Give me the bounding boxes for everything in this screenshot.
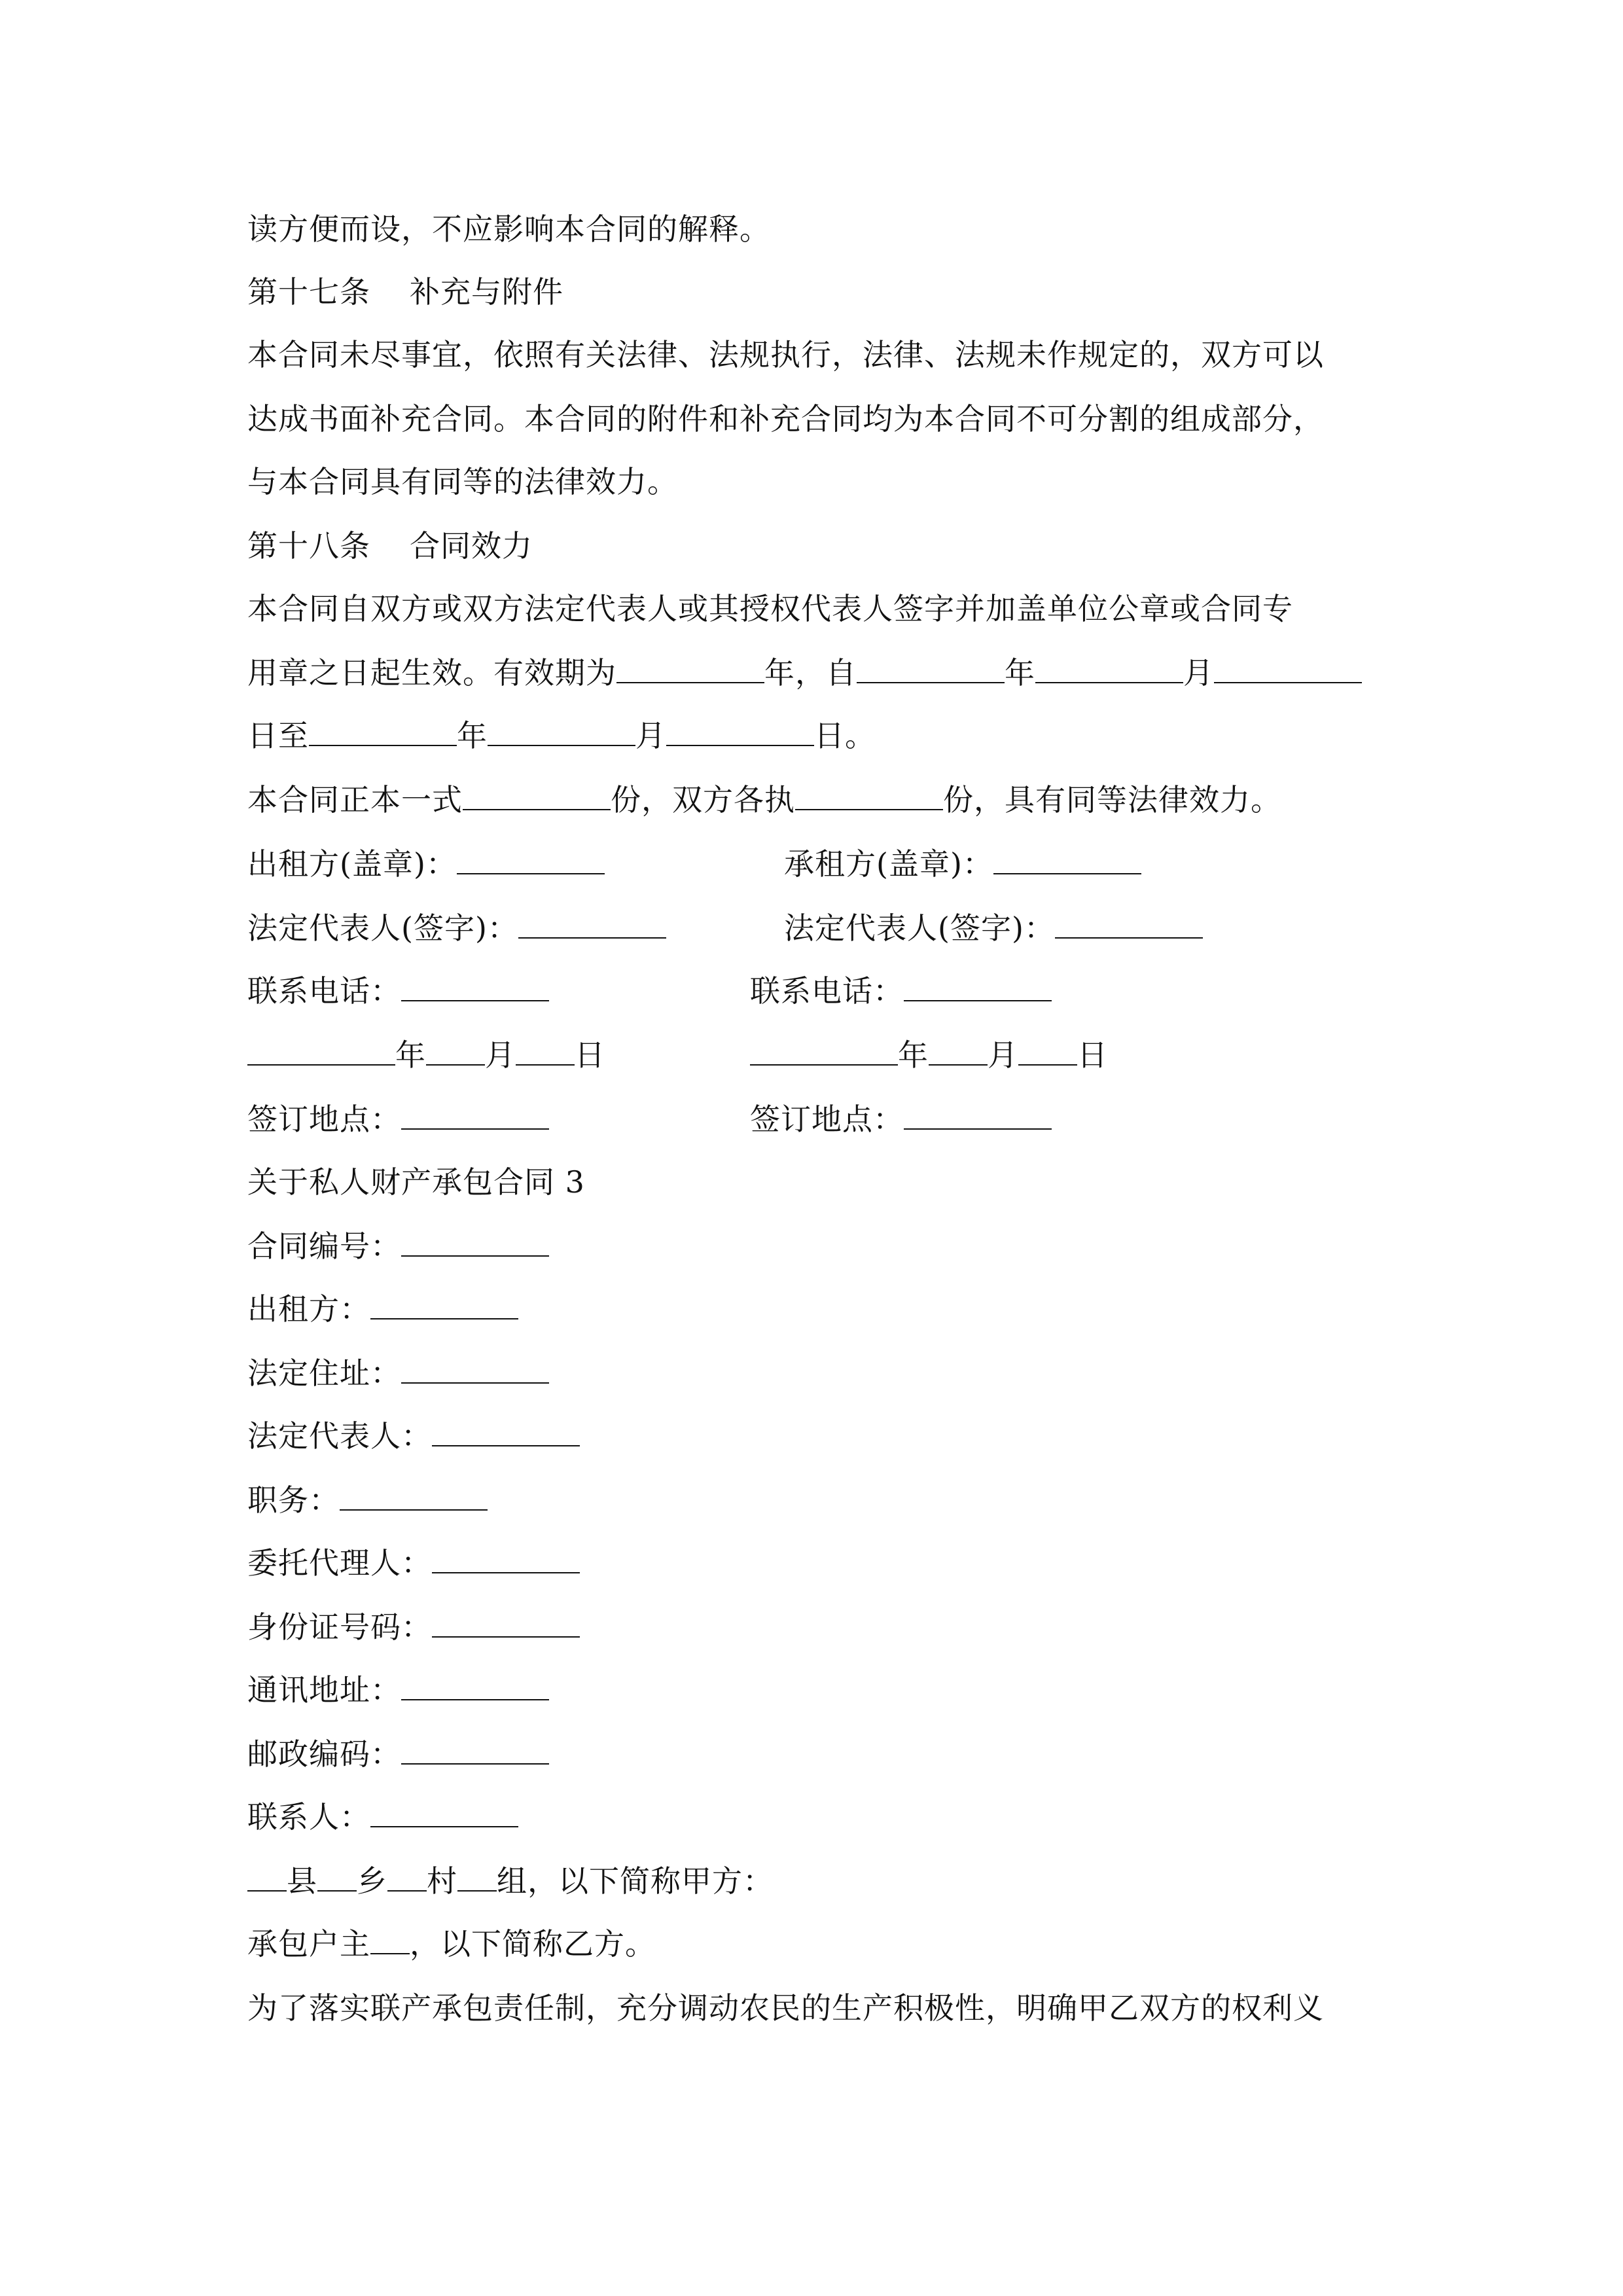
article-17-heading: 第十七条 补充与附件 [247,274,563,310]
blank-field[interactable] [340,1480,488,1511]
blank-field[interactable] [457,844,605,874]
blank-field[interactable] [401,1734,549,1765]
text-line: 本合同自双方或双方法定代表人或其授权代表人签字并加盖单位公章或合同专 [247,591,1293,626]
lessor-field: 出租方： [247,1289,518,1329]
contract-no-field: 合同编号： [247,1227,549,1266]
article-18-heading: 第十八条 合同效力 [247,528,533,564]
blank-field[interactable] [1035,653,1183,683]
agent-field: 委托代理人： [247,1543,580,1583]
blank-field[interactable] [750,1035,898,1066]
id-number-field: 身份证号码： [247,1607,580,1647]
text-line: 本合同未尽事宜，依照有关法律、法规执行，法律、法规未作规定的，双方可以 [247,337,1324,372]
blank-field[interactable] [929,1035,988,1066]
blank-field[interactable] [1018,1035,1077,1066]
blank-field[interactable] [904,971,1052,1001]
blank-field[interactable] [516,1035,575,1066]
date-left: 年 月 日 [247,1035,605,1075]
copies-line: 本合同正本一式 份，双方各执 份，具有同等法律效力。 [247,780,1281,819]
blank-field[interactable] [247,1035,395,1066]
phone-left: 联系电话： [247,971,549,1011]
blank-field[interactable] [432,1543,580,1573]
blank-field[interactable] [488,716,635,746]
validity-line: 用章之日起生效。有效期为 年，自 年 月 [247,653,1362,692]
blank-field[interactable] [317,1861,357,1892]
contact-field: 联系人： [247,1797,518,1837]
blank-field[interactable] [401,1670,549,1700]
legal-rep-sign-left: 法定代表人(签字)： [247,908,666,948]
blank-field[interactable] [795,780,943,810]
party-a-line: 县 乡 村 组，以下简称甲方： [247,1861,774,1901]
position-field: 职务： [247,1480,488,1520]
blank-field[interactable] [426,1035,485,1066]
legal-address-field: 法定住址： [247,1354,549,1393]
lessee-seal: 承租方(盖章)： [784,844,1141,884]
blank-field[interactable] [432,1416,580,1446]
blank-field[interactable] [401,1227,549,1257]
text-line: 达成书面补充合同。本合同的附件和补充合同均为本合同不可分割的组成部分， [247,401,1324,437]
blank-field[interactable] [857,653,1005,683]
blank-field[interactable] [616,653,764,683]
blank-field[interactable] [401,971,549,1001]
blank-field[interactable] [1214,653,1362,683]
validity-end-line: 日至 年 月 日。 [247,716,876,755]
blank-field[interactable] [993,844,1141,874]
contract-3-title: 关于私人财产承包合同 3 [247,1164,585,1200]
blank-field[interactable] [387,1861,427,1892]
place-right: 签订地点： [750,1100,1052,1139]
blank-field[interactable] [309,716,457,746]
blank-field[interactable] [1055,908,1203,939]
lessor-seal: 出租方(盖章)： [247,844,605,884]
blank-field[interactable] [463,780,611,810]
blank-field[interactable] [370,1289,518,1319]
phone-right: 联系电话： [750,971,1052,1011]
blank-field[interactable] [432,1607,580,1638]
blank-field[interactable] [247,1861,287,1892]
blank-field[interactable] [370,1797,518,1827]
date-right: 年 月 日 [750,1035,1108,1075]
blank-field[interactable] [370,1924,410,1954]
blank-field[interactable] [401,1354,549,1384]
legal-rep-field: 法定代表人： [247,1416,580,1456]
blank-field[interactable] [401,1100,549,1130]
text-line: 读方便而设，不应影响本合同的解释。 [247,211,770,247]
text-line: 为了落实联产承包责任制，充分调动农民的生产积极性，明确甲乙双方的权利义 [247,1990,1324,2026]
blank-field[interactable] [457,1861,497,1892]
mail-address-field: 通讯地址： [247,1670,549,1710]
text-line: 与本合同具有同等的法律效力。 [247,464,678,499]
blank-field[interactable] [666,716,814,746]
blank-field[interactable] [904,1100,1052,1130]
place-left: 签订地点： [247,1100,549,1139]
blank-field[interactable] [518,908,666,939]
party-b-line: 承包户主 ，以下简称乙方。 [247,1924,656,1964]
postal-code-field: 邮政编码： [247,1734,549,1774]
legal-rep-sign-right: 法定代表人(签字)： [784,908,1203,948]
